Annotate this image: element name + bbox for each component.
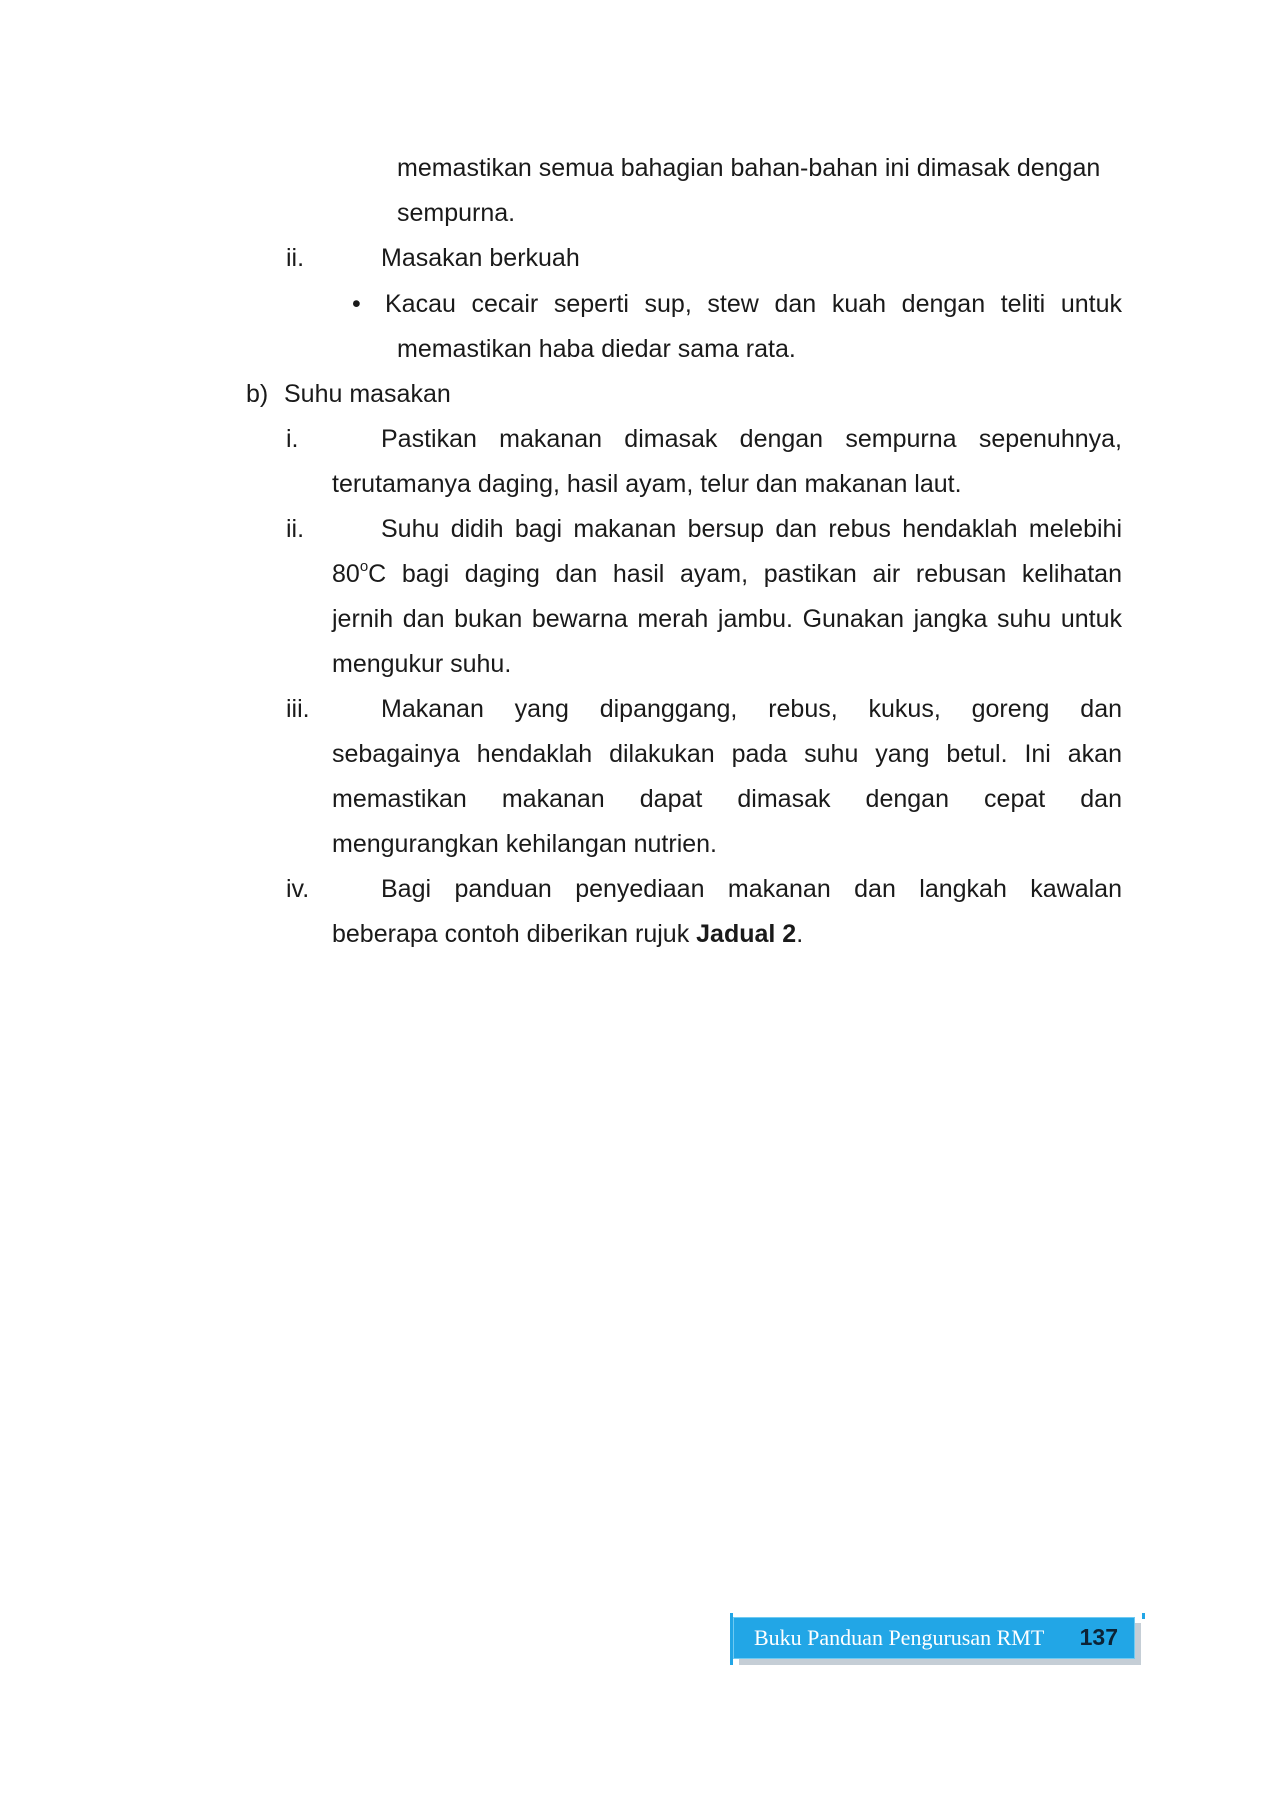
page-number: 137 [1079,1624,1118,1650]
item-iii-line-1: Makanan yang dipanggang, rebus, kukus, goreng dan [381,695,1122,723]
item-title-masakan-berkuah: Masakan berkuah [381,244,580,272]
continuation-line-2: sempurna. [397,199,516,227]
continuation-line-1: memastikan semua bahagian bahan-bahan ini dimasak dengan [397,154,1101,182]
bullet-icon: • [352,290,361,318]
section-title-suhu-masakan: Suhu masakan [284,380,451,408]
page-footer [733,1617,1141,1669]
item-iii-line-4: mengurangkan kehilangan nutrien. [332,830,717,858]
item-iv-line-2 [332,919,803,949]
item-iv-line-2-text: beberapa contoh diberikan rujuk [332,920,697,948]
bullet-text-line-1: Kacau cecair seperti sup, stew dan kuah dengan teliti untuk [385,290,1122,318]
item-iv-line-2-end: . [796,920,804,948]
degree-symbol: o [359,557,369,575]
item-number: ii. [286,515,305,543]
item-i-line-1: Pastikan makanan dimasak dengan sempurna sepenuhnya, [381,425,1122,453]
item-ii-line-1: Suhu didih bagi makanan bersup dan rebus hendaklah melebihi [381,515,1122,543]
table-reference-link: Jadual 2 [696,920,797,948]
item-iv-line-1: Bagi panduan penyediaan makanan dan langkah kawalan [381,875,1122,903]
footer-accent-bar [730,1613,733,1665]
section-label: b) [246,380,269,408]
item-iii-line-2: sebagainya hendaklah dilakukan pada suhu yang betul. Ini akan [332,740,1122,768]
item-ii-line-3: jernih dan bukan bewarna merah jambu. Gunakan jangka suhu untuk [332,605,1122,633]
item-ii-line-4: mengukur suhu. [332,650,512,678]
item-number: ii. [286,244,305,272]
item-iii-line-3: memastikan makanan dapat dimasak dengan cepat dan [332,785,1122,813]
item-i-line-2: terutamanya daging, hasil ayam, telur dan makanan laut. [332,470,962,498]
item-ii-line-2-rest: C bagi daging dan hasil ayam, pastikan air rebusan kelihatan [368,560,1122,588]
footer-banner [733,1617,1135,1659]
temperature-value: 80 [332,560,360,588]
bullet-text-line-2: memastikan haba diedar sama rata. [397,335,796,363]
footer-accent-corner [1142,1613,1145,1619]
item-number: i. [286,425,299,453]
footer-title: Buku Panduan Pengurusan RMT [754,1625,1045,1650]
item-ii-line-2 [332,559,1122,589]
item-number: iii. [286,695,310,723]
item-number: iv. [286,875,310,903]
